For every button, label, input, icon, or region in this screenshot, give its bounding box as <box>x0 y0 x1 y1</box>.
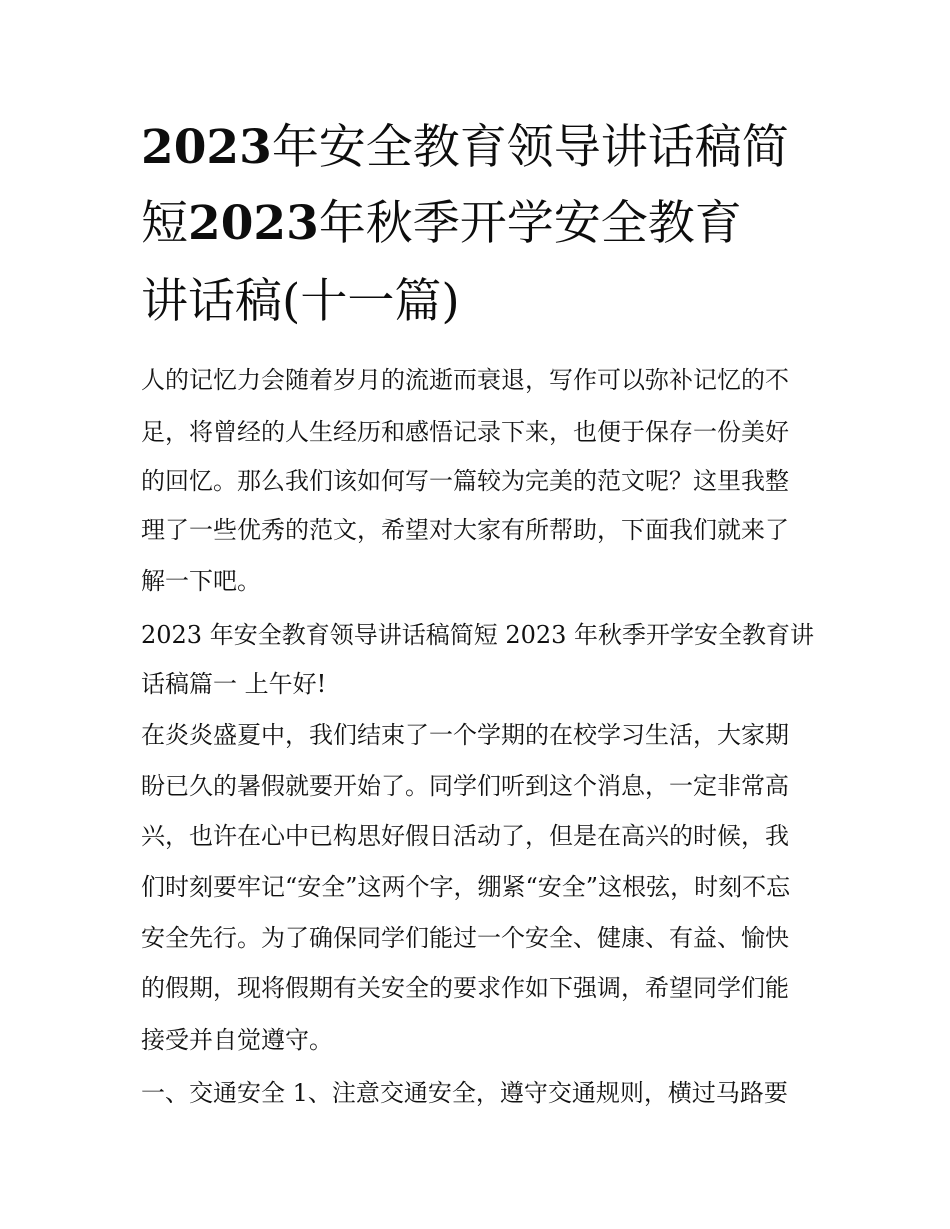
document-title-line-2 <box>141 194 742 254</box>
text-line: 2023 年安全教育领导讲话稿简短 2023 年秋季开学安全教育讲 <box>141 621 815 649</box>
title-year: 2023 <box>141 120 272 175</box>
title-year: 2023 <box>188 196 319 251</box>
text-line: 的假期，现将假期有关安全的要求作如下强调，希望同学们能 <box>141 974 789 1002</box>
text-line: 解一下吧。 <box>141 567 261 595</box>
text-line: 盼已久的暑假就要开始了。同学们听到这个消息，一定非常高 <box>141 772 789 800</box>
title-text: 短 <box>141 196 188 251</box>
text-line: 在炎炎盛夏中，我们结束了一个学期的在校学习生活，大家期 <box>141 721 789 749</box>
text-line: 们时刻要牢记“安全”这两个字，绷紧“安全”这根弦，时刻不忘 <box>141 873 791 901</box>
title-text: 年安全教育领导讲话稿简 <box>271 120 789 175</box>
text-line: 人的记忆力会随着岁月的流逝而衰退，写作可以弥补记忆的不 <box>141 366 789 394</box>
text-line: 的回忆。那么我们该如何写一篇较为完美的范文呢？这里我整 <box>141 467 789 495</box>
text-line: 理了一些优秀的范文，希望对大家有所帮助，下面我们就来了 <box>141 516 789 544</box>
text-line: 安全先行。为了确保同学们能过一个安全、健康、有益、愉快 <box>141 924 789 952</box>
text-line: 一、交通安全 1、注意交通安全，遵守交通规则，横过马路要 <box>141 1079 788 1107</box>
text-line: 话稿篇一 上午好! <box>141 670 327 698</box>
document-title-line-3: 讲话稿(十一篇) <box>141 274 460 329</box>
text-line: 足，将曾经的人生经历和感悟记录下来，也便于保存一份美好 <box>141 418 789 446</box>
text-line: 接受并自觉遵守。 <box>141 1026 333 1054</box>
title-text: 年秋季开学安全教育 <box>318 196 742 251</box>
document-title-line-1 <box>141 118 789 178</box>
text-line: 兴，也许在心中已构思好假日活动了，但是在高兴的时候，我 <box>141 822 789 850</box>
